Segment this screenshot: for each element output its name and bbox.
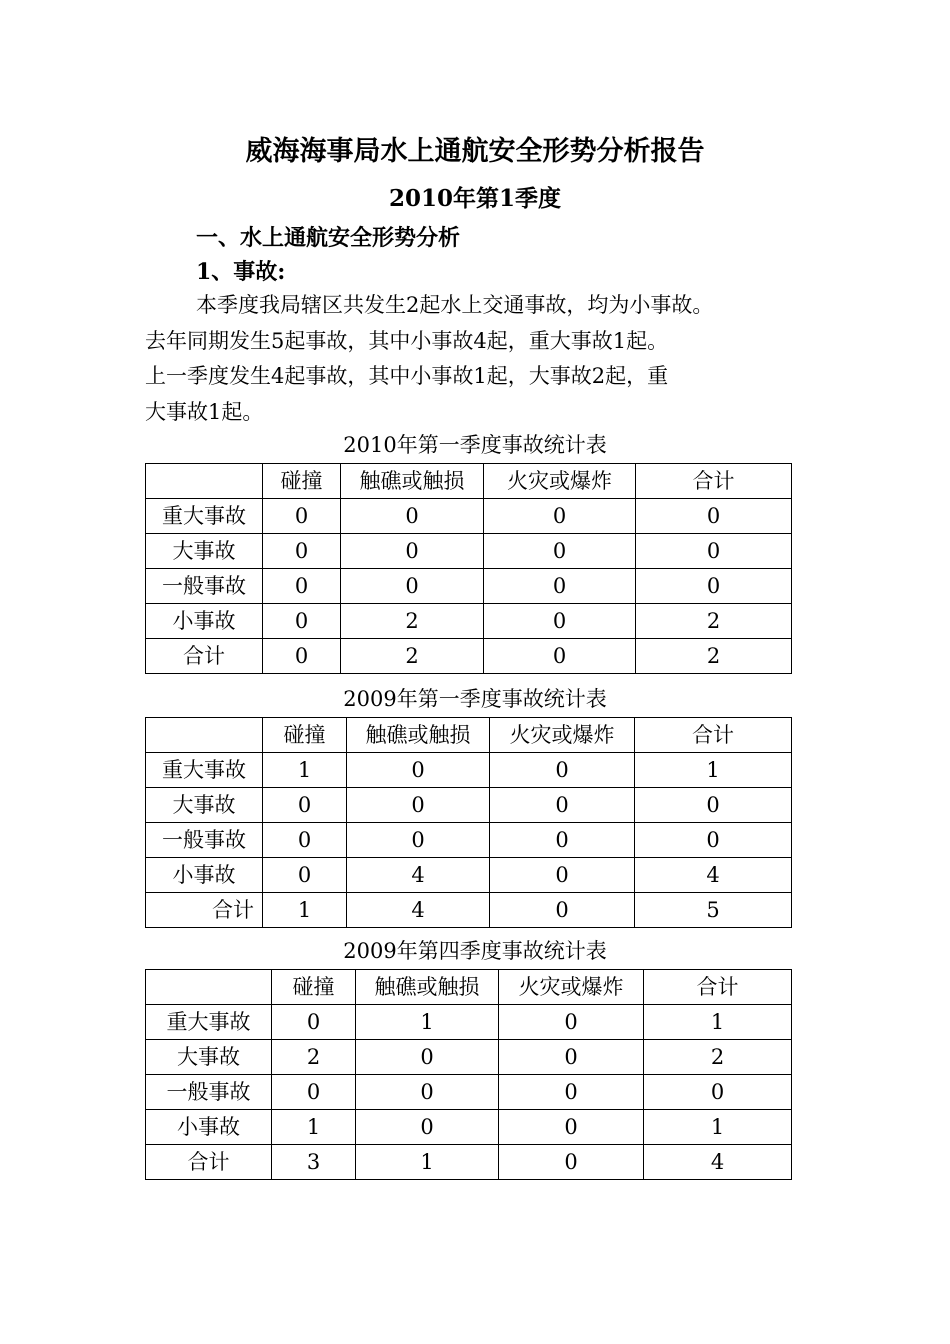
table-cell: 0	[499, 1040, 644, 1075]
table-cell: 0	[347, 753, 490, 788]
table-cell: 2	[341, 639, 484, 674]
table-row	[146, 753, 792, 788]
table-cell: 1	[356, 1005, 499, 1040]
table-cell: 0	[263, 639, 341, 674]
table-cell: 1	[644, 1005, 792, 1040]
table-cell: 0	[356, 1075, 499, 1110]
table-cell: 2	[636, 604, 792, 639]
header-cell: 触礁或触损	[347, 718, 490, 753]
table-cell: 3	[272, 1145, 356, 1180]
table-cell: 0	[484, 499, 636, 534]
header-cell: 合计	[644, 970, 792, 1005]
table-row	[146, 823, 792, 858]
row-label: 重大事故	[146, 753, 263, 788]
table-cell: 0	[484, 569, 636, 604]
table-cell: 0	[490, 823, 635, 858]
table-cell: 4	[347, 893, 490, 928]
table-row	[146, 534, 792, 569]
row-label: 一般事故	[146, 823, 263, 858]
paragraph-line: 上一季度发生4起事故，其中小事故1起，大事故2起，重	[145, 364, 669, 388]
table-cell: 0	[263, 534, 341, 569]
table-caption-2010-q1: 2010年第一季度事故统计表	[343, 433, 607, 457]
section-heading: 一、水上通航安全形势分析	[196, 225, 461, 251]
table-cell: 4	[347, 858, 490, 893]
table-row	[146, 604, 792, 639]
table-cell: 2	[644, 1040, 792, 1075]
table-header-row	[146, 718, 792, 753]
table-row	[146, 788, 792, 823]
table-cell: 2	[341, 604, 484, 639]
row-label: 重大事故	[146, 1005, 272, 1040]
table-cell: 0	[636, 499, 792, 534]
table-cell: 0	[636, 569, 792, 604]
row-label: 一般事故	[146, 1075, 272, 1110]
header-cell: 碰撞	[263, 464, 341, 499]
header-cell: 火灾或爆炸	[490, 718, 635, 753]
table-cell: 1	[644, 1110, 792, 1145]
header-cell	[146, 970, 272, 1005]
table-cell: 0	[499, 1110, 644, 1145]
row-label: 合计	[146, 893, 263, 928]
table-cell: 0	[490, 893, 635, 928]
header-cell: 碰撞	[263, 718, 347, 753]
table-cell: 0	[644, 1075, 792, 1110]
table-cell: 2	[636, 639, 792, 674]
header-cell: 火灾或爆炸	[484, 464, 636, 499]
table-row	[146, 858, 792, 893]
row-label: 小事故	[146, 858, 263, 893]
table-caption-2009-q1: 2009年第一季度事故统计表	[343, 687, 607, 711]
table-cell: 5	[635, 893, 792, 928]
paragraph-line: 本季度我局辖区共发生2起水上交通事故，均为小事故。	[196, 293, 714, 317]
report-title: 威海海事局水上通航安全形势分析报告	[245, 136, 705, 167]
table-cell: 0	[341, 569, 484, 604]
table-cell: 0	[490, 753, 635, 788]
table-cell: 0	[356, 1110, 499, 1145]
row-label: 小事故	[146, 604, 263, 639]
table-cell: 0	[263, 788, 347, 823]
table-cell: 0	[272, 1075, 356, 1110]
table-caption-2009-q4: 2009年第四季度事故统计表	[343, 939, 607, 963]
table-cell: 0	[499, 1075, 644, 1110]
table-row	[146, 569, 792, 604]
row-label: 合计	[146, 1145, 272, 1180]
table-cell: 0	[341, 499, 484, 534]
table-row	[146, 639, 792, 674]
table-cell: 0	[356, 1040, 499, 1075]
table-cell: 0	[341, 534, 484, 569]
table-cell: 0	[635, 788, 792, 823]
accident-table-2009-q4	[145, 969, 792, 1180]
row-label: 大事故	[146, 1040, 272, 1075]
table-cell: 0	[499, 1145, 644, 1180]
accident-summary-paragraph	[145, 288, 835, 430]
table-cell: 0	[490, 788, 635, 823]
table-row	[146, 893, 792, 928]
row-label: 大事故	[146, 534, 263, 569]
row-label: 合计	[146, 639, 263, 674]
table-row	[146, 1075, 792, 1110]
header-cell	[146, 718, 263, 753]
table-cell: 0	[263, 569, 341, 604]
table-cell: 0	[263, 604, 341, 639]
header-cell: 合计	[635, 718, 792, 753]
table-cell: 0	[484, 534, 636, 569]
table-cell: 0	[263, 823, 347, 858]
row-label: 大事故	[146, 788, 263, 823]
row-label: 一般事故	[146, 569, 263, 604]
table-row	[146, 1145, 792, 1180]
report-subtitle: 2010年第1季度	[388, 185, 562, 212]
header-cell: 触礁或触损	[341, 464, 484, 499]
table-cell: 0	[484, 604, 636, 639]
accident-table-2010-q1	[145, 463, 792, 674]
table-cell: 4	[644, 1145, 792, 1180]
header-cell	[146, 464, 263, 499]
header-cell: 合计	[636, 464, 792, 499]
table-cell: 0	[490, 858, 635, 893]
table-row	[146, 1040, 792, 1075]
table-cell: 0	[263, 858, 347, 893]
subsection-heading: 1、事故:	[196, 259, 286, 285]
table-cell: 0	[272, 1005, 356, 1040]
table-cell: 0	[499, 1005, 644, 1040]
table-cell: 0	[263, 499, 341, 534]
table-cell: 1	[263, 893, 347, 928]
row-label: 重大事故	[146, 499, 263, 534]
table-cell: 2	[272, 1040, 356, 1075]
table-cell: 0	[636, 534, 792, 569]
accident-table-2009-q1	[145, 717, 792, 928]
table-row	[146, 499, 792, 534]
table-header-row	[146, 970, 792, 1005]
header-cell: 碰撞	[272, 970, 356, 1005]
table-cell: 4	[635, 858, 792, 893]
table-cell: 0	[635, 823, 792, 858]
paragraph-line: 去年同期发生5起事故，其中小事故4起，重大事故1起。	[145, 328, 669, 353]
table-row	[146, 1005, 792, 1040]
header-cell: 火灾或爆炸	[499, 970, 644, 1005]
table-cell: 1	[272, 1110, 356, 1145]
table-cell: 0	[347, 823, 490, 858]
header-cell: 触礁或触损	[356, 970, 499, 1005]
table-cell: 0	[347, 788, 490, 823]
paragraph-line: 大事故1起。	[145, 399, 264, 424]
table-cell: 1	[356, 1145, 499, 1180]
table-cell: 1	[635, 753, 792, 788]
table-header-row	[146, 464, 792, 499]
table-cell: 1	[263, 753, 347, 788]
table-cell: 0	[484, 639, 636, 674]
row-label: 小事故	[146, 1110, 272, 1145]
table-row	[146, 1110, 792, 1145]
